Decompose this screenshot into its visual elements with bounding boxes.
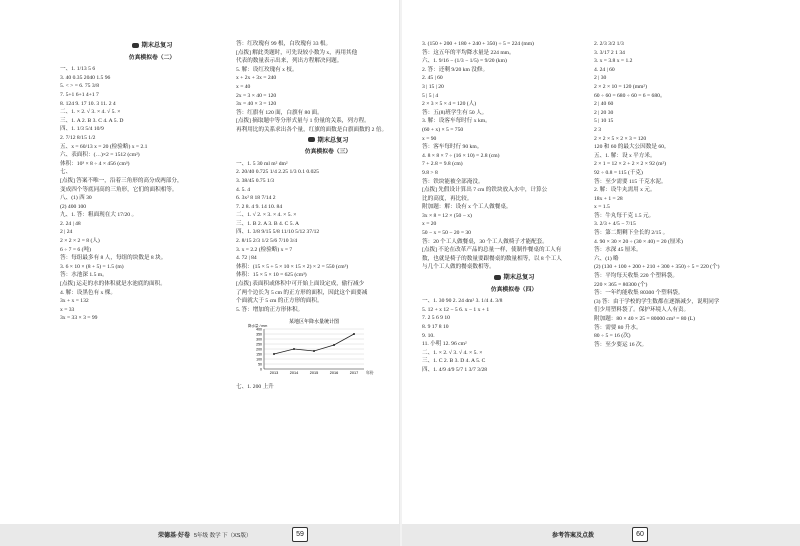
answer-line: 五、1. 解：设 x 平方米。	[594, 152, 656, 159]
answer-line: 2. 24 | 48	[60, 220, 81, 227]
answer-line: 答：平均每天收集 220 个塑料袋。	[594, 273, 678, 280]
answer-line: 答：红旗有 120 面，白旗有 80 面。	[236, 109, 323, 116]
section-title: 期末总复习	[60, 42, 244, 51]
answer-line: 七、1. 200 上升	[236, 384, 274, 390]
answer-line: [点拨] 解此类题时，可先设较小数为 x，再用其他	[236, 49, 358, 56]
y-tick-label: 150	[256, 352, 262, 357]
answer-line: 答：至少需要 115 千克水泥。	[594, 178, 667, 185]
answer-line: 2 | 40 60	[594, 101, 614, 108]
answer-line: 3x × 8 = 12 × (50 − x)	[422, 212, 472, 219]
y-tick-label: 400	[256, 327, 262, 332]
answer-line: 4. 5. 4	[236, 186, 250, 193]
answer-line: 5. 12 + x 12 − 5 6. x − 1 x + 1	[422, 306, 490, 313]
answer-line: 代表的数量表示出来，列出方程解决问题。	[236, 58, 343, 65]
answer-line: 2 × 1 = 12 × 2 + 2 × 2 × 92 (m²)	[594, 161, 667, 168]
answer-line: 一、1. 30 90 2. 24 dm² 3. 1/4 4. 3/8	[422, 298, 503, 305]
section-subtitle: 仿真模拟卷（三）	[304, 149, 352, 156]
answer-line: 3. 40 0.35 2040 1.5 96	[60, 74, 111, 81]
answer-line: 2. 答：还剩 9/20 km 没修。	[422, 66, 489, 73]
answer-line: 4. 72 | 84	[236, 255, 257, 262]
answer-line: 个面就大于 5 cm 的正方形的面积。	[236, 298, 323, 305]
book-icon	[494, 275, 501, 280]
answer-line: [点拨] 摘取题中等分形式量与 1 份量的关系，列方程。	[236, 118, 370, 125]
answer-line: 四、1. 1/3 5/4 10/9	[60, 126, 104, 133]
answer-line: 5. 答：增加的正方形体积。	[236, 306, 304, 313]
answer-line: 二、1. × 2. √ 3. √ 4. × 5. ×	[422, 349, 483, 356]
chart-title: 某地区年降水量统计图	[288, 319, 340, 326]
answer-line: 答：水深 45 厘米。	[594, 247, 642, 254]
book-icon	[132, 43, 139, 48]
section-subtitle: 仿真模拟卷（二）	[128, 54, 176, 61]
x-tick-label: 2015	[309, 371, 319, 376]
x-tick-label: 2016	[329, 371, 339, 376]
answer-line: 3. 2/3 + 4/5 − 7/15	[594, 221, 636, 228]
answer-line: x = 1.5	[594, 204, 610, 211]
answer-line: 答：铁块能被全部淹没。	[422, 178, 484, 185]
left-column-1	[60, 40, 244, 323]
answer-line: 比的高度，再比较。	[422, 195, 473, 202]
answer-line: 答：至少要运 16 次。	[594, 341, 648, 348]
answer-line: 18x + 1 = 28	[594, 195, 623, 202]
answer-line: 5 | 5 | 4	[422, 92, 439, 99]
answer-line: 答：这五年的平均降水量是 224 mm。	[422, 49, 515, 56]
answer-line: 数，也就是椅子的数量要跟餐桌的数量相等，以 8 个工人	[422, 255, 562, 262]
x-tick-label: 2013	[269, 371, 279, 376]
answer-line: 九、1. 答：粗面现在大 17/20 。	[60, 212, 138, 219]
answer-line: 答：一年约能收集 80300 个塑料袋。	[594, 290, 684, 297]
data-point	[273, 353, 275, 355]
answer-line: 六、表面积：(…)×2 = 1512 (cm²)	[60, 152, 140, 159]
answer-line: 答：客车每时行 90 km。	[422, 144, 483, 151]
answer-line: 7. 5+1 6+1 4+1 7	[60, 91, 99, 98]
answer-line: 答：牛丸每千克 1.5 元。	[594, 212, 655, 219]
answer-line: 9.8 > 8	[422, 169, 438, 176]
answer-line: 2. 2/3 3/2 1/3	[594, 41, 624, 47]
answer-line: 答：需要 80 升水。	[594, 324, 642, 331]
answer-line: 220 × 365 = 80300 (个)	[594, 281, 648, 288]
answer-line: 三、1. B 2. A 3. B 4. C 5. A	[236, 220, 300, 227]
answer-line: 6. 3x² 8 18 7/14 2	[236, 195, 276, 202]
answer-line: [点拨] 表面积或体积中可开始上面设定成，偷行减少	[236, 281, 365, 288]
y-tick-label: 250	[256, 342, 262, 347]
answer-line: 2. 7/12 8/15 1/2	[60, 134, 96, 141]
brand: 荣德基·好卷 5年级 数学 下（XS版）	[158, 533, 252, 539]
answer-line: 4. 8 × 8 × 7 ÷ (16 × 10) = 2.8 (cm)	[422, 152, 500, 159]
answer-line: x = 40	[236, 83, 251, 90]
section-subtitle: 仿真模拟卷（四）	[490, 286, 538, 293]
answer-line: 答：五(8)班学生有 50 人。	[422, 109, 488, 116]
right-column-2	[594, 40, 778, 349]
answer-line: 三、1. A 2. B 3. C 4. A 5. D	[60, 117, 124, 124]
answer-line: 3. x = 3.8 x = 1.2	[594, 58, 633, 65]
answer-line: 3x = 33 × 3 = 99	[60, 315, 98, 322]
answer-line: 再利用比的关系求出各个量，红旗的面数是白旗面数的 2 倍。	[236, 126, 388, 133]
answer-lines	[594, 40, 778, 349]
answer-line: 了两个边长为 5 cm 的正方形的面积，因此这个面要减	[236, 289, 368, 296]
answer-line: 一、1. 5 30 ml m² dm²	[236, 160, 288, 167]
data-point	[313, 350, 315, 352]
answer-lines	[236, 40, 420, 135]
footer-right	[402, 524, 800, 546]
answer-line: [点拨] 答案不唯一，沿着三角形的高分成两部分，	[60, 177, 183, 184]
answer-line: x = 90	[422, 135, 437, 142]
answer-line: 92 ÷ 0.8 = 115 (千克)	[594, 169, 643, 176]
answer-line: 四、1. 3/8 9/15 5/8 11/10 5/12 37/12	[236, 229, 320, 236]
answer-line: [点拨] 运走的水的体积就是水池底的面积。	[60, 281, 166, 288]
answer-line: 七、	[60, 169, 72, 176]
answer-line: 4. 24 | 60	[594, 66, 615, 73]
answer-line: 二、1. × 2. √ 3. × 4. √ 5. ×	[60, 109, 121, 116]
x-tick-label: 2017	[349, 371, 359, 376]
answer-line: 2 × 2 × 2 = 8 (人)	[60, 238, 100, 245]
answer-line: x = 20	[422, 221, 437, 228]
answer-line: (60 + x) × 5 = 750	[422, 126, 464, 133]
answer-line: 7. 2 5 6 9 10	[422, 315, 450, 322]
right-column-1	[422, 40, 606, 375]
y-tick-label: 200	[256, 347, 262, 352]
answer-line: 五、x = 60/13 x = 20 (检验略) x = 2.1	[60, 143, 148, 150]
answer-line: 2. 解：设牛丸需用 x 元。	[594, 187, 656, 194]
answer-line: 2. 20/40 0.725 1/4 2.25 1/3 0.1 0.025	[236, 169, 319, 176]
answer-line: 80 ÷ 5 = 16 (次)	[594, 333, 631, 340]
data-point	[333, 344, 335, 346]
answer-line: 2 | 20 30	[594, 109, 614, 116]
right-page	[402, 0, 800, 546]
answer-line: (2) (130 + 100 + 200 + 210 + 300 + 350) ÷ 5 = 220 (个)	[594, 264, 720, 271]
y-tick-label: 100	[256, 357, 262, 362]
answer-line: (3) 答：由于学校的学生数都在逐渐减少，说明同学	[594, 298, 720, 305]
answer-line: 体积：10³ × 8 ÷ 4 × 456 (cm³)	[60, 160, 130, 167]
line-chart	[246, 317, 376, 377]
answer-line: 2 × 3 × 5 × 4 = 120 (人)	[422, 101, 477, 108]
answer-line: 3. 3/17 2 1 34	[594, 49, 625, 56]
answer-line: 与几个工人做的餐桌数相等。	[422, 264, 495, 271]
y-tick-label: 300	[256, 337, 262, 342]
answer-line: 5. < > = 6. 75 3/8	[60, 83, 99, 90]
book-icon	[308, 137, 315, 142]
answer-line: 变成四个等底同高的三角形，它们的面积相等。	[60, 186, 178, 193]
answer-line: 2. 45 | 60	[422, 75, 443, 82]
answer-line: 2 | 24	[60, 229, 73, 236]
answer-line: 2x = 3 × 40 = 120	[236, 92, 277, 99]
answer-line: x + 2x + 3x = 240	[236, 75, 277, 82]
answer-line: 2. 8/15 2/3 1/2 5/6 7/10 3/4	[236, 238, 298, 245]
page-number: 60	[632, 527, 648, 542]
answer-line: 5 | 10 15	[594, 118, 614, 125]
answer-line: 6 ÷ 7 = 6 (吨)	[60, 246, 91, 253]
y-tick-label: 350	[256, 332, 262, 337]
answer-line: 3x = 40 × 3 = 120	[236, 101, 277, 108]
page-number: 59	[292, 527, 308, 542]
answer-lines	[236, 160, 420, 315]
answer-lines	[422, 40, 606, 272]
answer-line: 50 − x = 50 − 20 = 30	[422, 230, 471, 237]
answer-line: (2) 400 100	[60, 203, 87, 210]
answer-lines	[60, 65, 244, 323]
y-tick-label: 50	[258, 362, 262, 367]
answer-line: 附加题：解：设有 x 个工人做餐桌。	[422, 204, 512, 211]
answer-line: 3. 解：设客车每时行 x km。	[422, 118, 491, 125]
answer-line: 六、1. 9/16 − (1/3 − 1/5) = 9/20 (km)	[422, 58, 507, 65]
answer-line: [点拨] 先假设计算出 7 cm 的铁块放入水中，计算公	[422, 187, 548, 194]
answer-line: 答：20 个工人做餐桌，30 个工人做椅子才能配套。	[422, 238, 548, 245]
answer-line: 120 和 60 的最大公因数是 60。	[594, 144, 670, 151]
answer-line: 7 + 2.8 = 9.8 (cm)	[422, 161, 463, 168]
answer-line: 二、1. √ 2. × 3. × 4. × 5. ×	[236, 212, 297, 219]
answer-line: 2 × 2 × 10 = 120 (mm²)	[594, 83, 647, 90]
answer-line: 3. 38/45 0.75 1/3	[236, 177, 275, 184]
answer-line: 3. 6 × 10 × (8 + 5) = 1.5 (m)	[60, 263, 124, 270]
answer-line: 7. 2 8. 4 9. 14 10. 84	[236, 203, 283, 210]
answer-line: 答：红玫瑰有 99 根，白玫瑰有 33 根。	[236, 41, 332, 47]
data-point	[293, 348, 295, 350]
answer-line: 体积：15 × 5 × 10 = 625 (cm³)	[236, 272, 307, 279]
answer-line: 11. 小明 12. 96 cm²	[422, 341, 467, 348]
answer-lines	[236, 383, 420, 392]
answer-line: 8. 9 17 8 10	[422, 324, 449, 330]
answer-line: 答：水池深 1.5 m。	[60, 272, 108, 279]
y-tick-label: 0	[260, 367, 262, 372]
answer-line: 六、(1) 略	[594, 255, 619, 262]
answer-line: 3x + x = 132	[60, 298, 89, 305]
answer-line: 答：每组最多有 8 人，每组的块数是 8 块。	[60, 255, 167, 262]
answer-line: x = 33	[60, 306, 75, 313]
answer-line: 8. 124 9. 17 10. 3 11. 2 4	[60, 100, 116, 107]
y-axis-label: 降水量 / mm	[248, 324, 268, 329]
x-tick-label: 2014	[289, 371, 299, 376]
answer-line: 3 | 15 | 20	[422, 83, 444, 90]
rainfall-chart	[246, 317, 420, 381]
answer-line: 2 × 2 × 5 × 2 × 3 = 120	[594, 135, 647, 142]
answer-line: 9. 10.	[422, 332, 435, 339]
answer-line: 们少用塑料袋了。保护环境人人有责。	[594, 307, 690, 314]
answer-line: 一、1. 1/13 5 6	[60, 66, 96, 73]
answer-line: 4. 90 × 30 × 20 ÷ (30 × 40) = 20 (厘米)	[594, 238, 683, 245]
answer-line: 答：第二期剩下全长的 2/15 。	[594, 230, 669, 237]
answer-line: 体积：(15 × 5 + 5 × 10 × 15 × 2) × 2 = 550 (cm³)	[236, 263, 349, 270]
answer-line: 2 | 30	[594, 75, 607, 82]
answer-line: [点拨] 不论在改革产品的总量一样，使制作餐桌的工人有	[422, 247, 562, 254]
answer-line: 三、1. C 2. B 3. D 4. A 5. C	[422, 358, 486, 365]
answer-line: 2 3	[594, 126, 601, 133]
answer-line: 四、1. 4/9 4/9 5/7 1 3/7 3/28	[422, 366, 488, 373]
answer-line: 3. x = 2.2 (检验略) x = 7	[236, 246, 293, 253]
section-title: 期末总复习	[236, 137, 420, 146]
answer-line: 60 ÷ 60 = 680 ÷ 60 = 6 = 680。	[594, 92, 666, 99]
answer-line: 4. 解：设黑色有 x 棵。	[60, 289, 116, 296]
answer-line: 3. (150 + 200 + 180 + 240 + 350) ÷ 5 = 224 (mm)	[422, 41, 534, 47]
footer-left	[0, 524, 400, 546]
answer-line: 附加题：80 × 40 × 25 = 80000 cm³ = 80 (L)	[594, 316, 695, 322]
left-column-2	[236, 40, 420, 392]
x-axis-label: 年份	[366, 371, 374, 376]
answer-line: 八、(1) 西 30	[60, 195, 92, 202]
footer-label: 参考答案及点拨	[552, 533, 595, 539]
section-title: 期末总复习	[422, 274, 606, 283]
answer-line: 5. 解：设红玫瑰有 x 枝。	[236, 66, 298, 73]
answer-lines	[422, 297, 606, 374]
data-point	[353, 333, 355, 335]
